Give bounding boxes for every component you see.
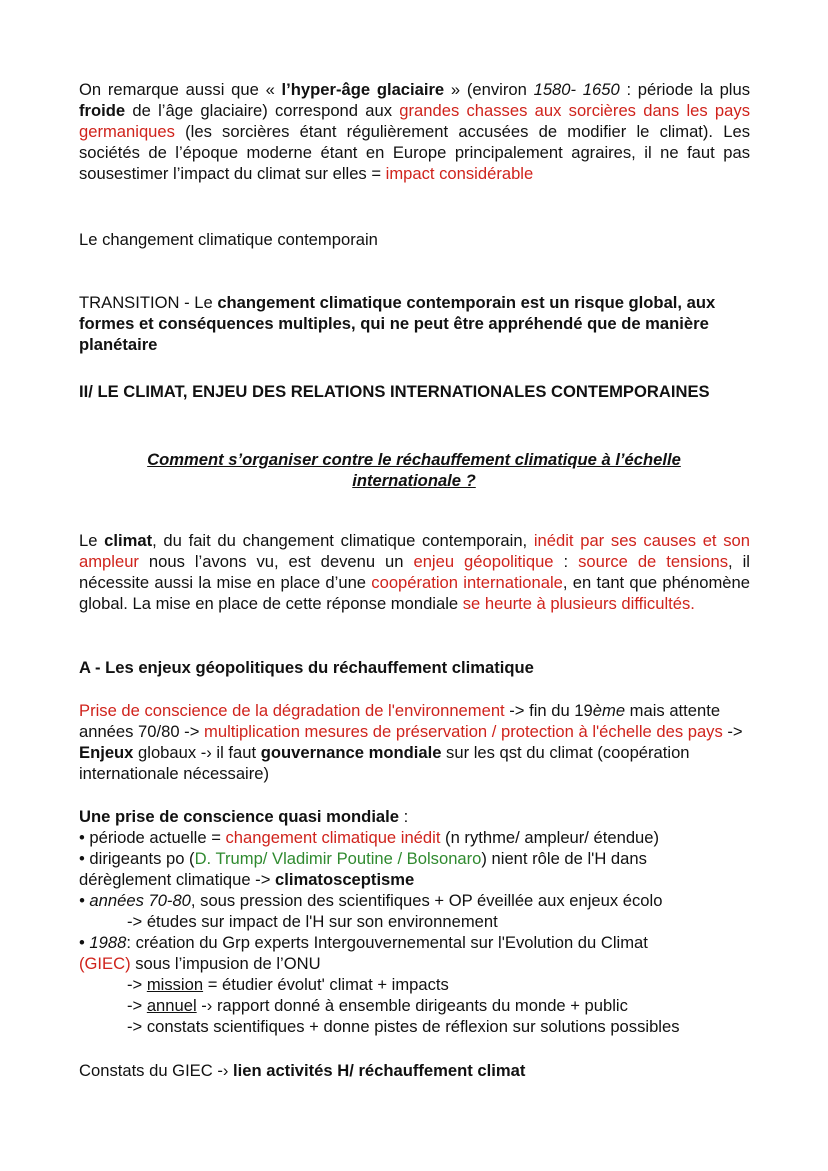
paragraph-constats-giec: Constats du GIEC -› lien activités H/ réchauffement climat bbox=[79, 1061, 526, 1080]
list-item: dérèglement climatique -> climatosceptisme bbox=[79, 870, 415, 889]
section-question: Comment s’organiser contre le réchauffement climatique à l’échelle internationale ? bbox=[147, 450, 681, 490]
subsection-heading-a: A - Les enjeux géopolitiques du réchauffement climatique bbox=[79, 658, 534, 677]
paragraph-hyper-age: On remarque aussi que « l’hyper-âge glaciaire » (environ 1580- 1650 : période la plus froide de l’âge glaciaire) correspond aux grandes chasses aux sorcières dans les pays germaniques (les sorcières étant régulièrement accusées de modifier le climat). Les sociétés de l’époque moderne étant en Europe principalement agraires, il ne faut pas sousestimer l’impact du climat sur elles = impact considérable bbox=[79, 80, 751, 183]
paragraph-prise-de-conscience: Prise de conscience de la dégradation de l'environnement -> fin du 19ème mais attente années 70/80 -> multiplication mesures de préservation / protection à l'échelle des pays -> Enjeux globaux -› il faut gouvernance mondiale sur les qst du climat (coopération internationale nécessaire) bbox=[79, 701, 743, 783]
list-item: (GIEC) sous l’impusion de l’ONU bbox=[79, 954, 321, 973]
list-item: • dirigeants po (D. Trump/ Vladimir Poutine / Bolsonaro) nient rôle de l'H dans bbox=[79, 849, 647, 868]
transition-paragraph: TRANSITION - Le changement climatique contemporain est un risque global, aux formes et conséquences multiples, qui ne peut être appréhendé que de manière planétaire bbox=[79, 293, 716, 354]
list-item: • 1988: création du Grp experts Intergouvernemental sur l'Evolution du Climat bbox=[79, 933, 648, 952]
bullet-list bbox=[79, 806, 750, 1037]
list-subitem: -> mission = étudier évolut' climat + impacts bbox=[127, 975, 449, 994]
list-item: • années 70-80, sous pression des scientifiques + OP éveillée aux enjeux écolo bbox=[79, 891, 663, 910]
list-title: Une prise de conscience quasi mondiale : bbox=[79, 807, 409, 826]
paragraph-enjeu-climat: Le climat, du fait du changement climatique contemporain, inédit par ses causes et son ampleur nous l’avons vu, est devenu un enjeu géopolitique : source de tensions, il nécessite aussi la mise en place d’une coopération internationale, en tant que phénomène global. La mise en place de cette réponse mondiale se heurte à plusieurs difficultés. bbox=[79, 531, 750, 613]
list-item: • période actuelle = changement climatique inédit (n rythme/ ampleur/ étendue) bbox=[79, 828, 660, 847]
list-subitem: -> constats scientifiques + donne pistes de réflexion sur solutions possibles bbox=[127, 1017, 680, 1036]
section-heading-2: II/ LE CLIMAT, ENJEU DES RELATIONS INTERNATIONALES CONTEMPORAINES bbox=[79, 382, 710, 401]
list-subitem: -> études sur impact de l'H sur son environnement bbox=[127, 912, 498, 931]
list-subitem: -> annuel -› rapport donné à ensemble dirigeants du monde + public bbox=[127, 996, 628, 1015]
paragraph-changement-climatique: Le changement climatique contemporain bbox=[79, 230, 378, 249]
